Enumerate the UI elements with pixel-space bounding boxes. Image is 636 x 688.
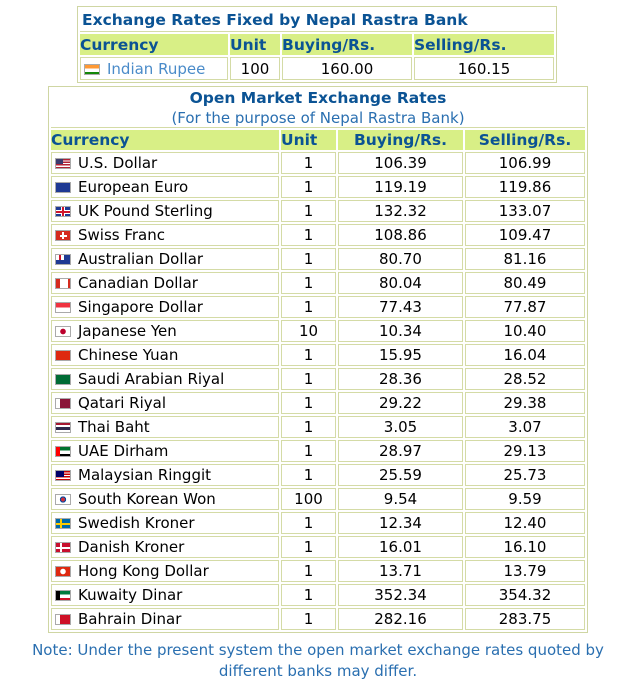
buying-cell: 28.97 xyxy=(338,440,463,462)
table-row xyxy=(51,224,585,246)
currency-name: European Euro xyxy=(78,178,189,196)
selling-cell: 13.79 xyxy=(465,560,585,582)
swiss-flag-icon xyxy=(55,230,71,241)
currency-cell xyxy=(51,344,279,366)
unit-cell: 1 xyxy=(281,560,336,582)
currency-cell xyxy=(51,176,279,198)
table-row xyxy=(51,176,585,198)
unit-cell: 1 xyxy=(281,464,336,486)
currency-name: Swedish Kroner xyxy=(78,514,195,532)
selling-cell: 119.86 xyxy=(465,176,585,198)
saudi-flag-icon xyxy=(55,374,71,385)
table-row xyxy=(51,584,585,606)
currency-name: UK Pound Sterling xyxy=(78,202,213,220)
unit-cell: 1 xyxy=(281,608,336,630)
currency-cell xyxy=(51,440,279,462)
currency-cell xyxy=(51,536,279,558)
bahrain-flag-icon xyxy=(55,614,71,625)
currency-cell xyxy=(80,57,228,80)
selling-cell: 16.04 xyxy=(465,344,585,366)
header-buying: Buying/Rs. xyxy=(338,130,463,150)
thailand-flag-icon xyxy=(55,422,71,433)
unit-cell: 1 xyxy=(281,392,336,414)
currency-cell xyxy=(51,392,279,414)
japan-flag-icon xyxy=(55,326,71,337)
uk-flag-icon xyxy=(55,206,71,217)
malaysia-flag-icon xyxy=(55,470,71,481)
australia-flag-icon xyxy=(55,254,71,265)
buying-cell: 3.05 xyxy=(338,416,463,438)
china-flag-icon xyxy=(55,350,71,361)
buying-cell: 80.70 xyxy=(338,248,463,270)
unit-cell: 1 xyxy=(281,536,336,558)
buying-cell: 282.16 xyxy=(338,608,463,630)
selling-cell: 109.47 xyxy=(465,224,585,246)
disclaimer-note: Note: Under the present system the open market exchange rates quoted by different banks may differ. xyxy=(32,641,604,680)
header-unit: Unit xyxy=(281,130,336,150)
qatar-flag-icon xyxy=(55,398,71,409)
unit-cell: 1 xyxy=(281,296,336,318)
currency-name: Australian Dollar xyxy=(78,250,204,268)
sweden-flag-icon xyxy=(55,518,71,529)
header-currency: Currency xyxy=(51,130,279,150)
open-market-subtitle: (For the purpose of Nepal Rastra Bank) xyxy=(51,109,585,128)
us-flag-icon xyxy=(55,158,71,169)
table-row xyxy=(51,320,585,342)
selling-cell: 28.52 xyxy=(465,368,585,390)
kuwait-flag-icon xyxy=(55,590,71,601)
open-market-header xyxy=(51,130,585,150)
currency-cell xyxy=(51,416,279,438)
south-korea-flag-icon xyxy=(55,494,71,505)
buying-cell: 106.39 xyxy=(338,152,463,174)
table-row xyxy=(51,392,585,414)
open-market-rates-table xyxy=(48,86,588,633)
currency-name: Qatari Riyal xyxy=(78,394,167,412)
selling-cell: 354.32 xyxy=(465,584,585,606)
unit-cell: 100 xyxy=(230,57,280,80)
header-selling: Selling/Rs. xyxy=(465,130,585,150)
currency-name: Saudi Arabian Riyal xyxy=(78,370,225,388)
currency-cell xyxy=(51,224,279,246)
buying-cell: 10.34 xyxy=(338,320,463,342)
canada-flag-icon xyxy=(55,278,71,289)
currency-name: Kuwaity Dinar xyxy=(78,586,183,604)
fixed-rates-header xyxy=(80,34,554,55)
currency-name: Bahrain Dinar xyxy=(78,610,182,628)
buying-cell: 28.36 xyxy=(338,368,463,390)
table-row xyxy=(51,488,585,510)
buying-cell: 16.01 xyxy=(338,536,463,558)
buying-cell: 12.34 xyxy=(338,512,463,534)
buying-cell: 119.19 xyxy=(338,176,463,198)
table-row xyxy=(51,608,585,630)
currency-cell xyxy=(51,512,279,534)
buying-cell: 77.43 xyxy=(338,296,463,318)
unit-cell: 1 xyxy=(281,224,336,246)
selling-cell: 25.73 xyxy=(465,464,585,486)
header-currency: Currency xyxy=(80,34,228,55)
currency-name: Thai Baht xyxy=(78,418,150,436)
table-row xyxy=(51,368,585,390)
table-row xyxy=(51,248,585,270)
unit-cell: 1 xyxy=(281,152,336,174)
uae-flag-icon xyxy=(55,446,71,457)
currency-name: Chinese Yuan xyxy=(78,346,179,364)
currency-name: Swiss Franc xyxy=(78,226,166,244)
currency-name: Danish Kroner xyxy=(78,538,185,556)
buying-cell: 13.71 xyxy=(338,560,463,582)
unit-cell: 1 xyxy=(281,176,336,198)
currency-name[interactable]: Indian Rupee xyxy=(107,59,206,78)
unit-cell: 1 xyxy=(281,200,336,222)
selling-cell: 106.99 xyxy=(465,152,585,174)
selling-cell: 283.75 xyxy=(465,608,585,630)
hong-kong-flag-icon xyxy=(55,566,71,577)
buying-cell: 132.32 xyxy=(338,200,463,222)
currency-name: South Korean Won xyxy=(78,490,216,508)
table-row xyxy=(51,416,585,438)
currency-name: UAE Dirham xyxy=(78,442,169,460)
currency-cell xyxy=(51,608,279,630)
unit-cell: 1 xyxy=(281,416,336,438)
currency-cell xyxy=(51,248,279,270)
denmark-flag-icon xyxy=(55,542,71,553)
selling-cell: 80.49 xyxy=(465,272,585,294)
unit-cell: 100 xyxy=(281,488,336,510)
table-row xyxy=(51,560,585,582)
buying-cell: 29.22 xyxy=(338,392,463,414)
currency-cell xyxy=(51,296,279,318)
fixed-rates-table xyxy=(77,6,557,83)
currency-cell xyxy=(51,200,279,222)
selling-cell: 3.07 xyxy=(465,416,585,438)
table-row xyxy=(51,200,585,222)
table-row xyxy=(51,152,585,174)
unit-cell: 1 xyxy=(281,512,336,534)
currency-cell xyxy=(51,320,279,342)
buying-cell: 25.59 xyxy=(338,464,463,486)
selling-cell: 16.10 xyxy=(465,536,585,558)
buying-cell: 9.54 xyxy=(338,488,463,510)
buying-cell: 352.34 xyxy=(338,584,463,606)
currency-cell xyxy=(51,368,279,390)
fixed-rates-title: Exchange Rates Fixed by Nepal Rastra Bank xyxy=(80,9,554,32)
unit-cell: 1 xyxy=(281,248,336,270)
unit-cell: 1 xyxy=(281,440,336,462)
table-row xyxy=(51,536,585,558)
currency-cell xyxy=(51,464,279,486)
unit-cell: 1 xyxy=(281,344,336,366)
currency-name: U.S. Dollar xyxy=(78,154,158,172)
header-buying: Buying/Rs. xyxy=(282,34,412,55)
selling-cell: 29.13 xyxy=(465,440,585,462)
india-flag-icon xyxy=(84,64,100,75)
eu-flag-icon xyxy=(55,182,71,193)
selling-cell: 12.40 xyxy=(465,512,585,534)
currency-name: Japanese Yen xyxy=(78,322,177,340)
selling-cell: 160.15 xyxy=(414,57,554,80)
table-row xyxy=(51,512,585,534)
currency-name: Canadian Dollar xyxy=(78,274,198,292)
currency-cell xyxy=(51,488,279,510)
header-unit: Unit xyxy=(230,34,280,55)
selling-cell: 10.40 xyxy=(465,320,585,342)
buying-cell: 80.04 xyxy=(338,272,463,294)
table-row xyxy=(51,272,585,294)
singapore-flag-icon xyxy=(55,302,71,313)
open-market-title: Open Market Exchange Rates xyxy=(189,89,447,107)
table-row xyxy=(51,296,585,318)
selling-cell: 133.07 xyxy=(465,200,585,222)
currency-name: Hong Kong Dollar xyxy=(78,562,209,580)
selling-cell: 29.38 xyxy=(465,392,585,414)
unit-cell: 1 xyxy=(281,584,336,606)
table-row xyxy=(51,344,585,366)
currency-cell xyxy=(51,584,279,606)
unit-cell: 1 xyxy=(281,368,336,390)
currency-name: Malaysian Ringgit xyxy=(78,466,212,484)
selling-cell: 77.87 xyxy=(465,296,585,318)
currency-name: Singapore Dollar xyxy=(78,298,203,316)
table-row xyxy=(80,57,554,80)
buying-cell: 108.86 xyxy=(338,224,463,246)
table-row xyxy=(51,464,585,486)
header-selling: Selling/Rs. xyxy=(414,34,554,55)
currency-cell xyxy=(51,560,279,582)
selling-cell: 9.59 xyxy=(465,488,585,510)
unit-cell: 1 xyxy=(281,272,336,294)
selling-cell: 81.16 xyxy=(465,248,585,270)
buying-cell: 15.95 xyxy=(338,344,463,366)
currency-cell xyxy=(51,152,279,174)
unit-cell: 10 xyxy=(281,320,336,342)
currency-cell xyxy=(51,272,279,294)
buying-cell: 160.00 xyxy=(282,57,412,80)
table-row xyxy=(51,440,585,462)
